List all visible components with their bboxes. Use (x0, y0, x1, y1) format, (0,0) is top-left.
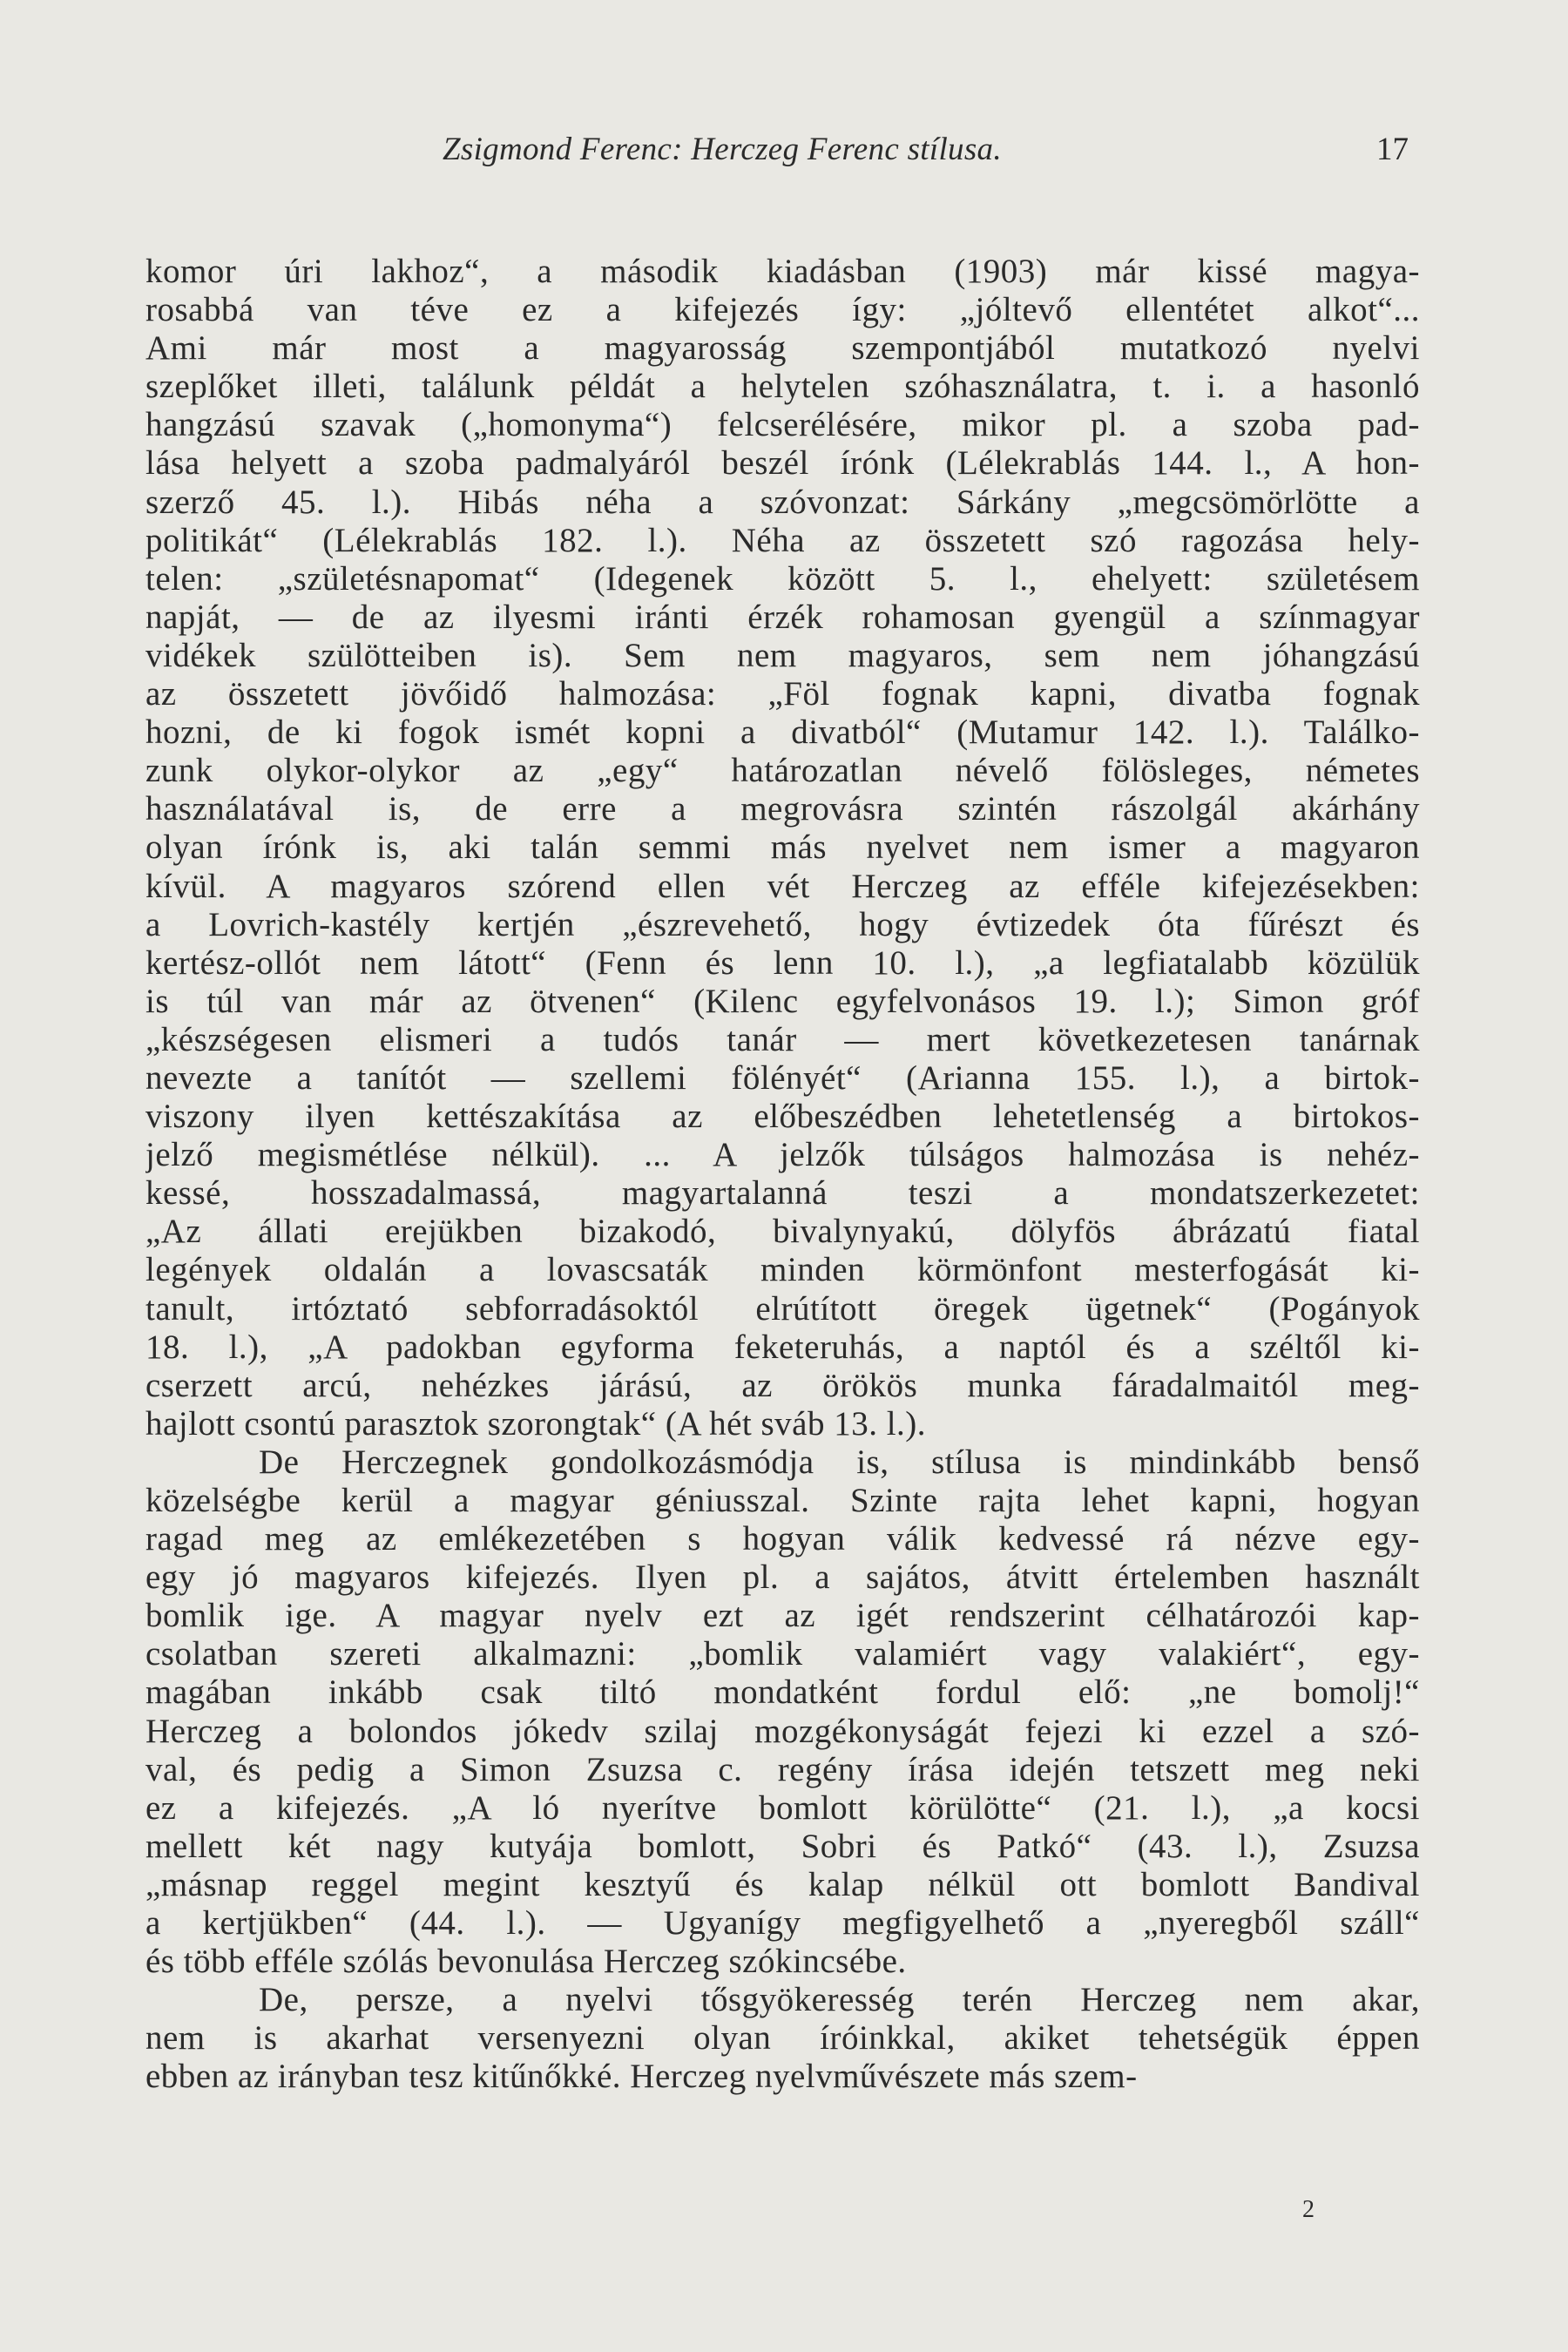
text-line: és több efféle szólás bevonulása Herczeg szókincsébe. (145, 1943, 907, 1981)
text-line: Ami már most a magyarosság szempontjából mutatkozó nyelvi (145, 329, 1420, 368)
text-line: telen: „születésnapomat“ (Idegenek között 5. l., ehelyett: születésem (145, 559, 1420, 598)
text-line: magában inkább csak tiltó mondatként fordul elő: „ne bomolj!“ (145, 1673, 1420, 1712)
text-line: szerző 45. l.). Hibás néha a szóvonzat: Sárkány „megcsömörlötte a (145, 483, 1420, 521)
text-line: használatával is, de erre a megrovásra szintén rászolgál akárhány (145, 790, 1420, 828)
signature-mark: 2 (1302, 2196, 1315, 2223)
text-line: napját, — de az ilyesmi iránti érzék rohamosan gyengül a színmagyar (145, 598, 1420, 636)
text-line: olyan írónk is, aki talán semmi más nyelvet nem ismer a magyaron (145, 828, 1420, 867)
text-line: rosabbá van téve ez a kifejezés így: „jóltevő ellentétet alkot“... (145, 291, 1420, 329)
text-line: De, persze, a nyelvi tősgyökeresség terén Herczeg nem akar, (259, 1981, 1420, 2019)
text-line: lása helyett a szoba padmalyáról beszél írónk (Lélekrablás 144. l., A hon- (145, 444, 1420, 483)
text-line: politikát“ (Lélekrablás 182. l.). Néha az összetett szó ragozása hely- (145, 521, 1420, 559)
text-line: közelségbe kerül a magyar géniusszal. Szinte rajta lehet kapni, hogyan (145, 1482, 1420, 1519)
text-line: egy jó magyaros kifejezés. Ilyen pl. a sajátos, átvitt értelemben használt (145, 1558, 1420, 1597)
text-line: kívül. A magyaros szórend ellen vét Herczeg az efféle kifejezésekben: (145, 867, 1420, 905)
text-line: szeplőket illeti, találunk példát a helytelen szóhasználatra, t. i. a hasonló (145, 368, 1420, 406)
text-line: a kertjükben“ (44. l.). — Ugyanígy megfigyelhető a „nyeregből száll“ (145, 1904, 1420, 1943)
text-line: is túl van már az ötvenen“ (Kilenc egyfelvonásos 19. l.); Simon gróf (145, 982, 1420, 1020)
text-line: De Herczegnek gondolkozásmódja is, stílusa is mindinkább benső (259, 1443, 1420, 1481)
text-line: hozni, de ki fogok ismét kopni a divatból“ (Mutamur 142. l.). Találko- (145, 713, 1420, 752)
text-line: komor úri lakhoz“, a második kiadásban (1903) már kissé magya- (145, 253, 1420, 290)
text-line: viszony ilyen kettészakítása az előbeszédben lehetetlenség a birtokos- (145, 1098, 1420, 1136)
text-line: nevezte a tanítót — szellemi fölényét“ (Arianna 155. l.), a birtok- (145, 1058, 1420, 1097)
text-line: csolatban szereti alkalmazni: „bomlik valamiért vagy valakiért“, egy- (145, 1635, 1420, 1673)
text-line: ragad meg az emlékezetében s hogyan válik kedvessé rá nézve egy- (145, 1520, 1420, 1558)
text-line: „Az állati erejükben bizakodó, bivalynyakú, dölyfös ábrázatú fiatal (145, 1213, 1420, 1251)
text-line: hajlott csontú parasztok szorongtak“ (A hét sváb 13. l.). (145, 1404, 927, 1443)
text-line: tanult, irtóztató sebforradásoktól elrútított öregek ügetnek“ (Pogányok (145, 1289, 1420, 1328)
running-head (0, 131, 1568, 183)
text-line: „másnap reggel megint kesztyű és kalap nélkül ott bomlott Bandival (145, 1865, 1420, 1903)
text-line: cserzett arcú, nehézkes járású, az örökös munka fáradalmaitól meg- (145, 1366, 1420, 1404)
text-line: ebben az irányban tesz kitűnőkké. Herczeg nyelvművészete más szem- (145, 2058, 1138, 2096)
text-line: zunk olykor-olykor az „egy“ határozatlan névelő fölösleges, németes (145, 752, 1420, 790)
text-line: mellett két nagy kutyája bomlott, Sobri és Patkó“ (43. l.), Zsuzsa (145, 1827, 1420, 1865)
text-line: jelző megismétlése nélkül). ... A jelzők túlságos halmozása is nehéz- (145, 1136, 1420, 1174)
body-text (145, 253, 1420, 2097)
text-line: 18. l.), „A padokban egyforma feketeruhás, a naptól és a széltől ki- (145, 1328, 1420, 1366)
text-line: kertész-ollót nem látott“ (Fenn és lenn 10. l.), „a legfiatalabb közülük (145, 943, 1420, 982)
text-line: a Lovrich-kastély kertjén „észrevehető, hogy évtizedek óta fűrészt és (145, 905, 1420, 943)
text-line: bomlik ige. A magyar nyelv ezt az igét rendszerint célhatározói kap- (145, 1597, 1420, 1635)
text-line: legények oldalán a lovascsaták minden körmönfont mesterfogását ki- (145, 1251, 1420, 1289)
text-line: val, és pedig a Simon Zsuzsa c. regény írása idején tetszett meg neki (145, 1750, 1420, 1788)
text-line: „készségesen elismeri a tudós tanár — mert következetesen tanárnak (145, 1020, 1420, 1058)
text-line: vidékek szülötteiben is). Sem nem magyaros, sem nem jóhangzású (145, 636, 1420, 674)
text-line: hangzású szavak („homonyma“) felcserélésére, mikor pl. a szoba pad- (145, 406, 1420, 444)
text-line: kessé, hosszadalmassá, magyartalanná teszi a mondatszerkezetet: (145, 1174, 1420, 1213)
page-number: 17 (1376, 132, 1409, 167)
text-line: az összetett jövőidő halmozása: „Föl fognak kapni, divatba fognak (145, 675, 1420, 713)
text-line: nem is akarhat versenyezni olyan íróinkkal, akiket tehetségük éppen (145, 2019, 1420, 2058)
text-line: ez a kifejezés. „A ló nyerítve bomlott körülötte“ (21. l.), „a kocsi (145, 1788, 1420, 1827)
text-line: Herczeg a bolondos jókedv szilaj mozgékonyságát fejezi ki ezzel a szó- (145, 1712, 1420, 1750)
running-title: Zsigmond Ferenc: Herczeg Ferenc stílusa. (443, 132, 1002, 167)
